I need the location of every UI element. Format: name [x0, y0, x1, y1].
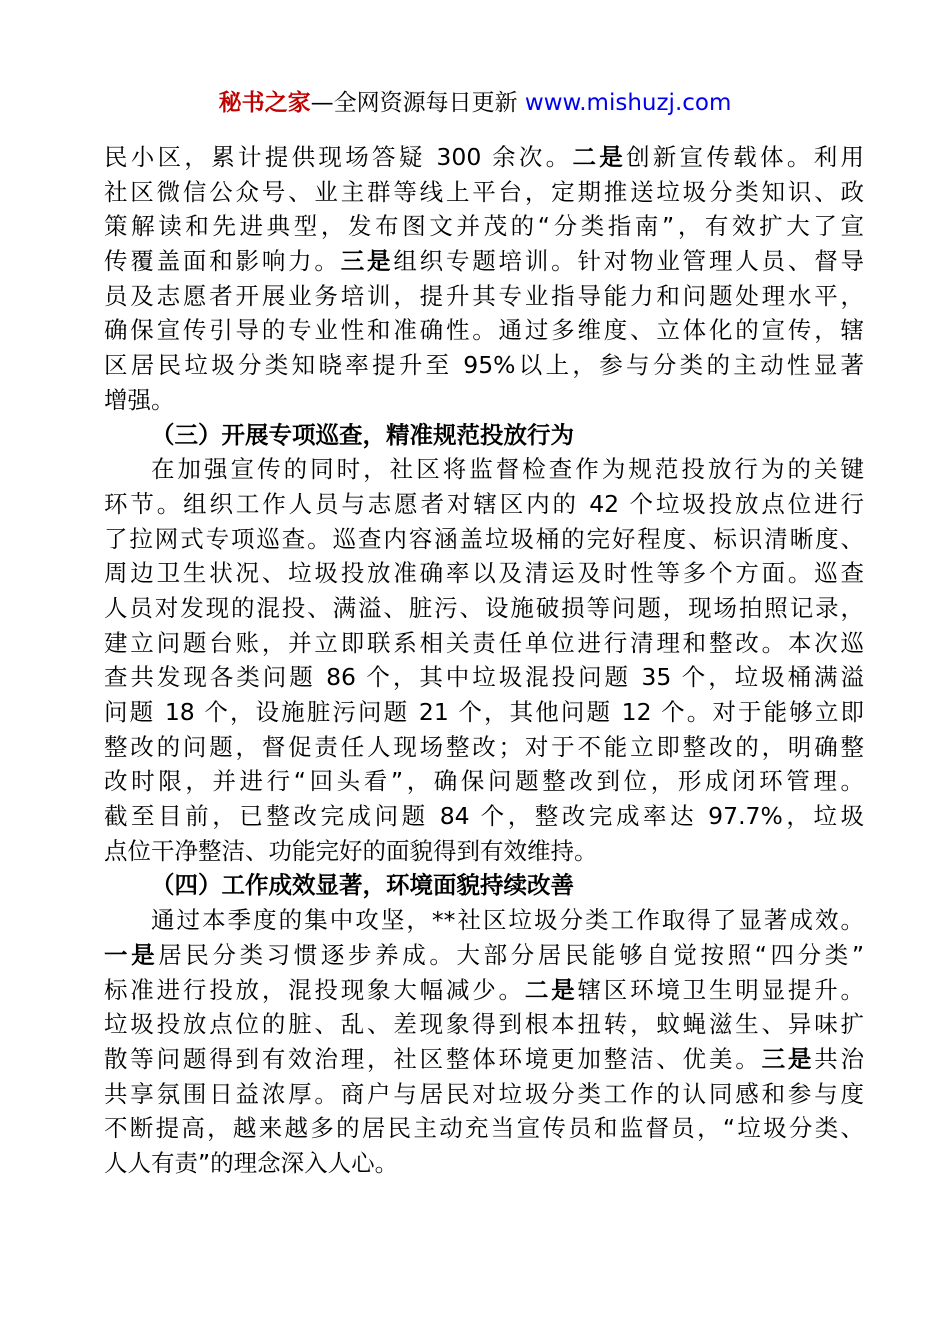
header-tagline: —全网资源每日更新: [310, 90, 525, 116]
text-line: 人员对发现的混投、满溢、脏污、设施破损等问题，现场拍照记录，: [104, 593, 864, 622]
text-line: 改时限，并进行“回头看”，确保问题整改到位，形成闭环管理。: [104, 767, 864, 796]
text-line: 不断提高，越来越多的居民主动充当宣传员和监督员，“垃圾分类、: [104, 1114, 864, 1143]
brand-name: 秘书之家: [218, 90, 311, 116]
text-line: 共享氛围日益浓厚。商户与居民对垃圾分类工作的认同感和参与度: [104, 1079, 864, 1108]
text-line: 周边卫生状况、垃圾投放准确率以及清运及时性等多个方面。巡查: [104, 559, 864, 588]
text-line: 标准进行投放，混投现象大幅减少。二是辖区环境卫生明显提升。: [104, 975, 865, 1004]
text-line: 一是居民分类习惯逐步养成。大部分居民能够自觉按照“四分类”: [104, 940, 864, 969]
text-line: 环节。组织工作人员与志愿者对辖区内的 42 个垃圾投放点位进行: [104, 489, 864, 518]
text-line: 查共发现各类问题 86 个，其中垃圾混投问题 35 个，垃圾桶满溢: [104, 663, 864, 692]
text-line: 社区微信公众号、业主群等线上平台，定期推送垃圾分类知识、政: [104, 177, 864, 206]
text-line: 传覆盖面和影响力。三是组织专题培训。针对物业管理人员、督导: [104, 247, 865, 276]
text-line: 员及志愿者开展业务培训，提升其专业指导能力和问题处理水平，: [104, 281, 864, 310]
site-header: [0, 88, 950, 118]
text-line: 截至目前，已整改完成问题 84 个，整改完成率达 97.7%，垃圾: [104, 802, 864, 831]
text-line: 了拉网式专项巡查。巡查内容涵盖垃圾桶的完好程度、标识清晰度、: [104, 524, 864, 553]
text-line: 建立问题台账，并立即联系相关责任单位进行清理和整改。本次巡: [104, 628, 864, 657]
text-line: 民小区，累计提供现场答疑 300 余次。二是创新宣传载体。利用: [104, 143, 865, 171]
section-heading-4: （四）工作成效显著，环境面貌持续改善: [151, 871, 574, 900]
document-body: [104, 140, 864, 1181]
text-line: 点位干净整洁、功能完好的面貌得到有效维持。: [104, 836, 598, 865]
text-line: 策解读和先进典型，发布图文并茂的“分类指南”，有效扩大了宣: [104, 212, 864, 241]
text-line: 垃圾投放点位的脏、乱、差现象得到根本扭转，蚊蝇滋生、异味扩: [104, 1010, 864, 1039]
text-line: 在加强宣传的同时，社区将监督检查作为规范投放行为的关键: [151, 455, 864, 484]
text-line: 整改的问题，督促责任人现场整改；对于不能立即整改的，明确整: [104, 732, 864, 761]
text-line: 增强。: [104, 385, 175, 414]
text-line: 通过本季度的集中攻坚，**社区垃圾分类工作取得了显著成效。: [151, 906, 864, 935]
text-line: 问题 18 个，设施脏污问题 21 个，其他问题 12 个。对于能够立即: [104, 698, 864, 726]
section-heading-3: （三）开展专项巡查，精准规范投放行为: [151, 420, 574, 449]
text-line: 人人有责”的理念深入人心。: [104, 1148, 399, 1177]
text-line: 区居民垃圾分类知晓率提升至 95%以上，参与分类的主动性显著: [104, 351, 864, 380]
text-line: 散等问题得到有效治理，社区整体环境更加整洁、优美。三是共治: [104, 1044, 865, 1073]
text-line: 确保宣传引导的专业性和准确性。通过多维度、立体化的宣传，辖: [104, 316, 864, 345]
website-link[interactable]: www.mishuzj.com: [524, 90, 732, 116]
